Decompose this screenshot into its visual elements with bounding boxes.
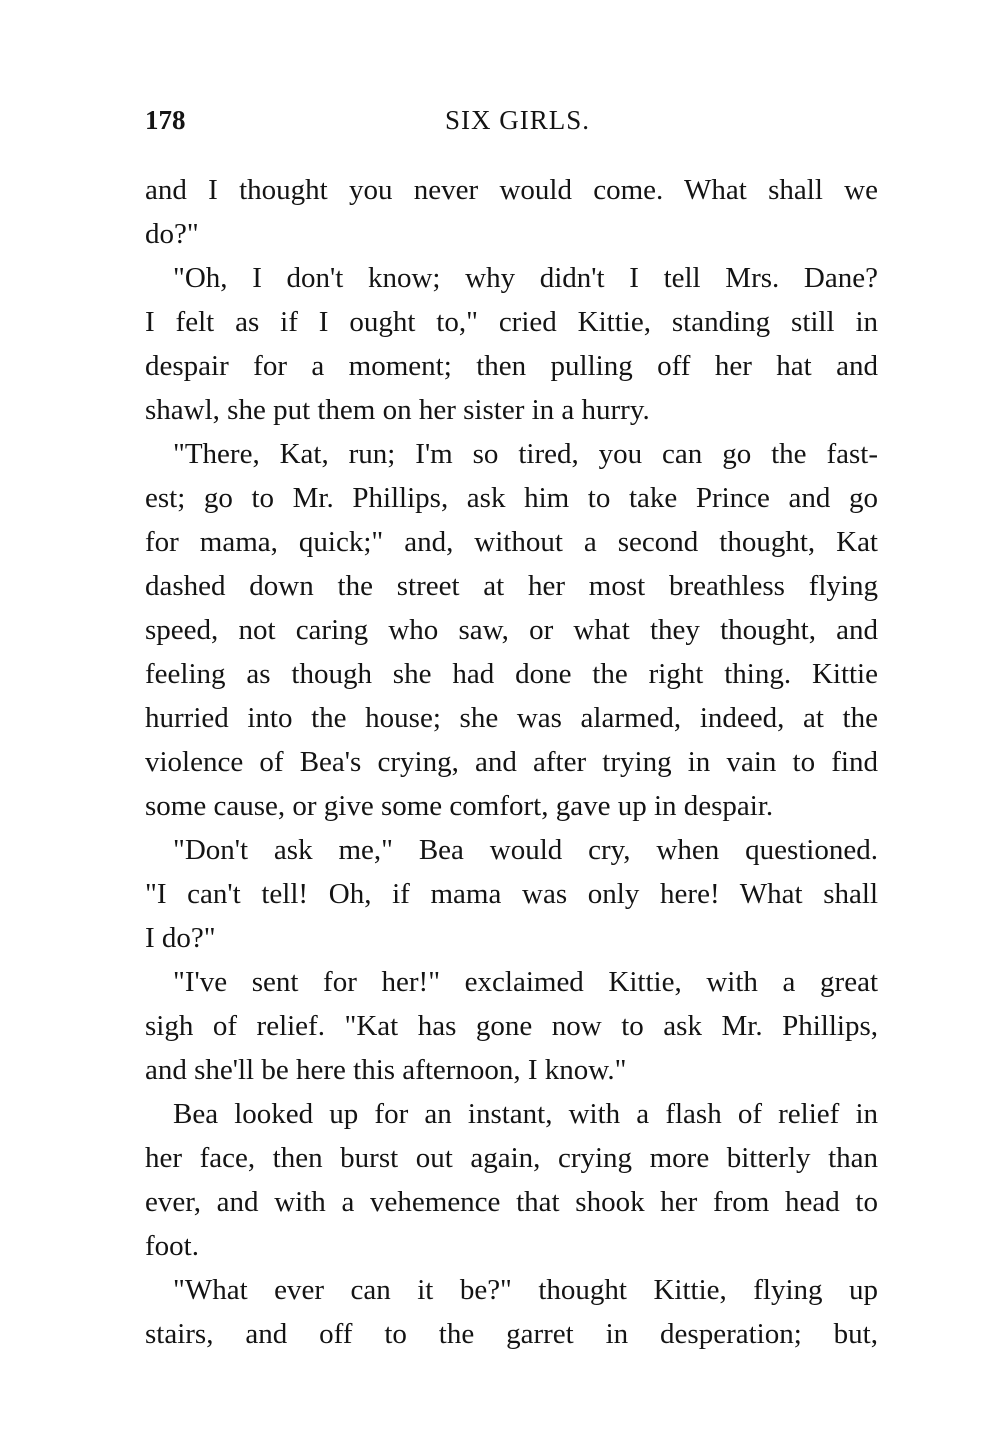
text-line: dashed down the street at her most breathless flying xyxy=(145,570,878,602)
text-line: and she'll be here this afternoon, I know." xyxy=(145,1054,627,1086)
text-line: sigh of relief. "Kat has gone now to ask Mr. Phillips, xyxy=(145,1010,878,1042)
text-line: "What ever can it be?" thought Kittie, flying up xyxy=(173,1274,878,1306)
text-line: despair for a moment; then pulling off her hat and xyxy=(145,350,878,382)
text-line: do?" xyxy=(145,218,199,250)
text-line: I do?" xyxy=(145,922,216,954)
text-line: est; go to Mr. Phillips, ask him to take Prince and go xyxy=(145,482,878,514)
text-line: her face, then burst out again, crying more bitterly than xyxy=(145,1142,878,1174)
text-line: "There, Kat, run; I'm so tired, you can go the fast- xyxy=(173,438,878,470)
text-line: some cause, or give some comfort, gave up in despair. xyxy=(145,790,774,822)
text-line: foot. xyxy=(145,1230,199,1262)
text-line: "Don't ask me," Bea would cry, when questioned. xyxy=(173,834,878,866)
page-number: 178 xyxy=(145,105,186,135)
text-line: stairs, and off to the garret in desperation; but, xyxy=(145,1318,878,1350)
text-line: shawl, she put them on her sister in a hurry. xyxy=(145,394,650,426)
text-line: "Oh, I don't know; why didn't I tell Mrs. Dane? xyxy=(173,262,878,294)
page-body xyxy=(145,168,878,1356)
text-line: "I can't tell! Oh, if mama was only here! What shall xyxy=(145,878,878,910)
text-line: I felt as if I ought to," cried Kittie, standing still in xyxy=(145,306,878,338)
text-line: for mama, quick;" and, without a second thought, Kat xyxy=(145,526,878,558)
text-line: and I thought you never would come. What shall we xyxy=(145,174,878,206)
text-line: speed, not caring who saw, or what they thought, and xyxy=(145,614,878,646)
text-line: feeling as though she had done the right thing. Kittie xyxy=(145,658,878,690)
text-line: "I've sent for her!" exclaimed Kittie, with a great xyxy=(173,966,878,998)
running-title: SIX GIRLS. xyxy=(445,105,591,135)
page-header xyxy=(145,100,880,140)
text-line: Bea looked up for an instant, with a flash of relief in xyxy=(173,1098,878,1130)
text-line: hurried into the house; she was alarmed, indeed, at the xyxy=(145,702,878,734)
text-line: ever, and with a vehemence that shook her from head to xyxy=(145,1186,878,1218)
text-line: violence of Bea's crying, and after trying in vain to find xyxy=(145,746,878,778)
